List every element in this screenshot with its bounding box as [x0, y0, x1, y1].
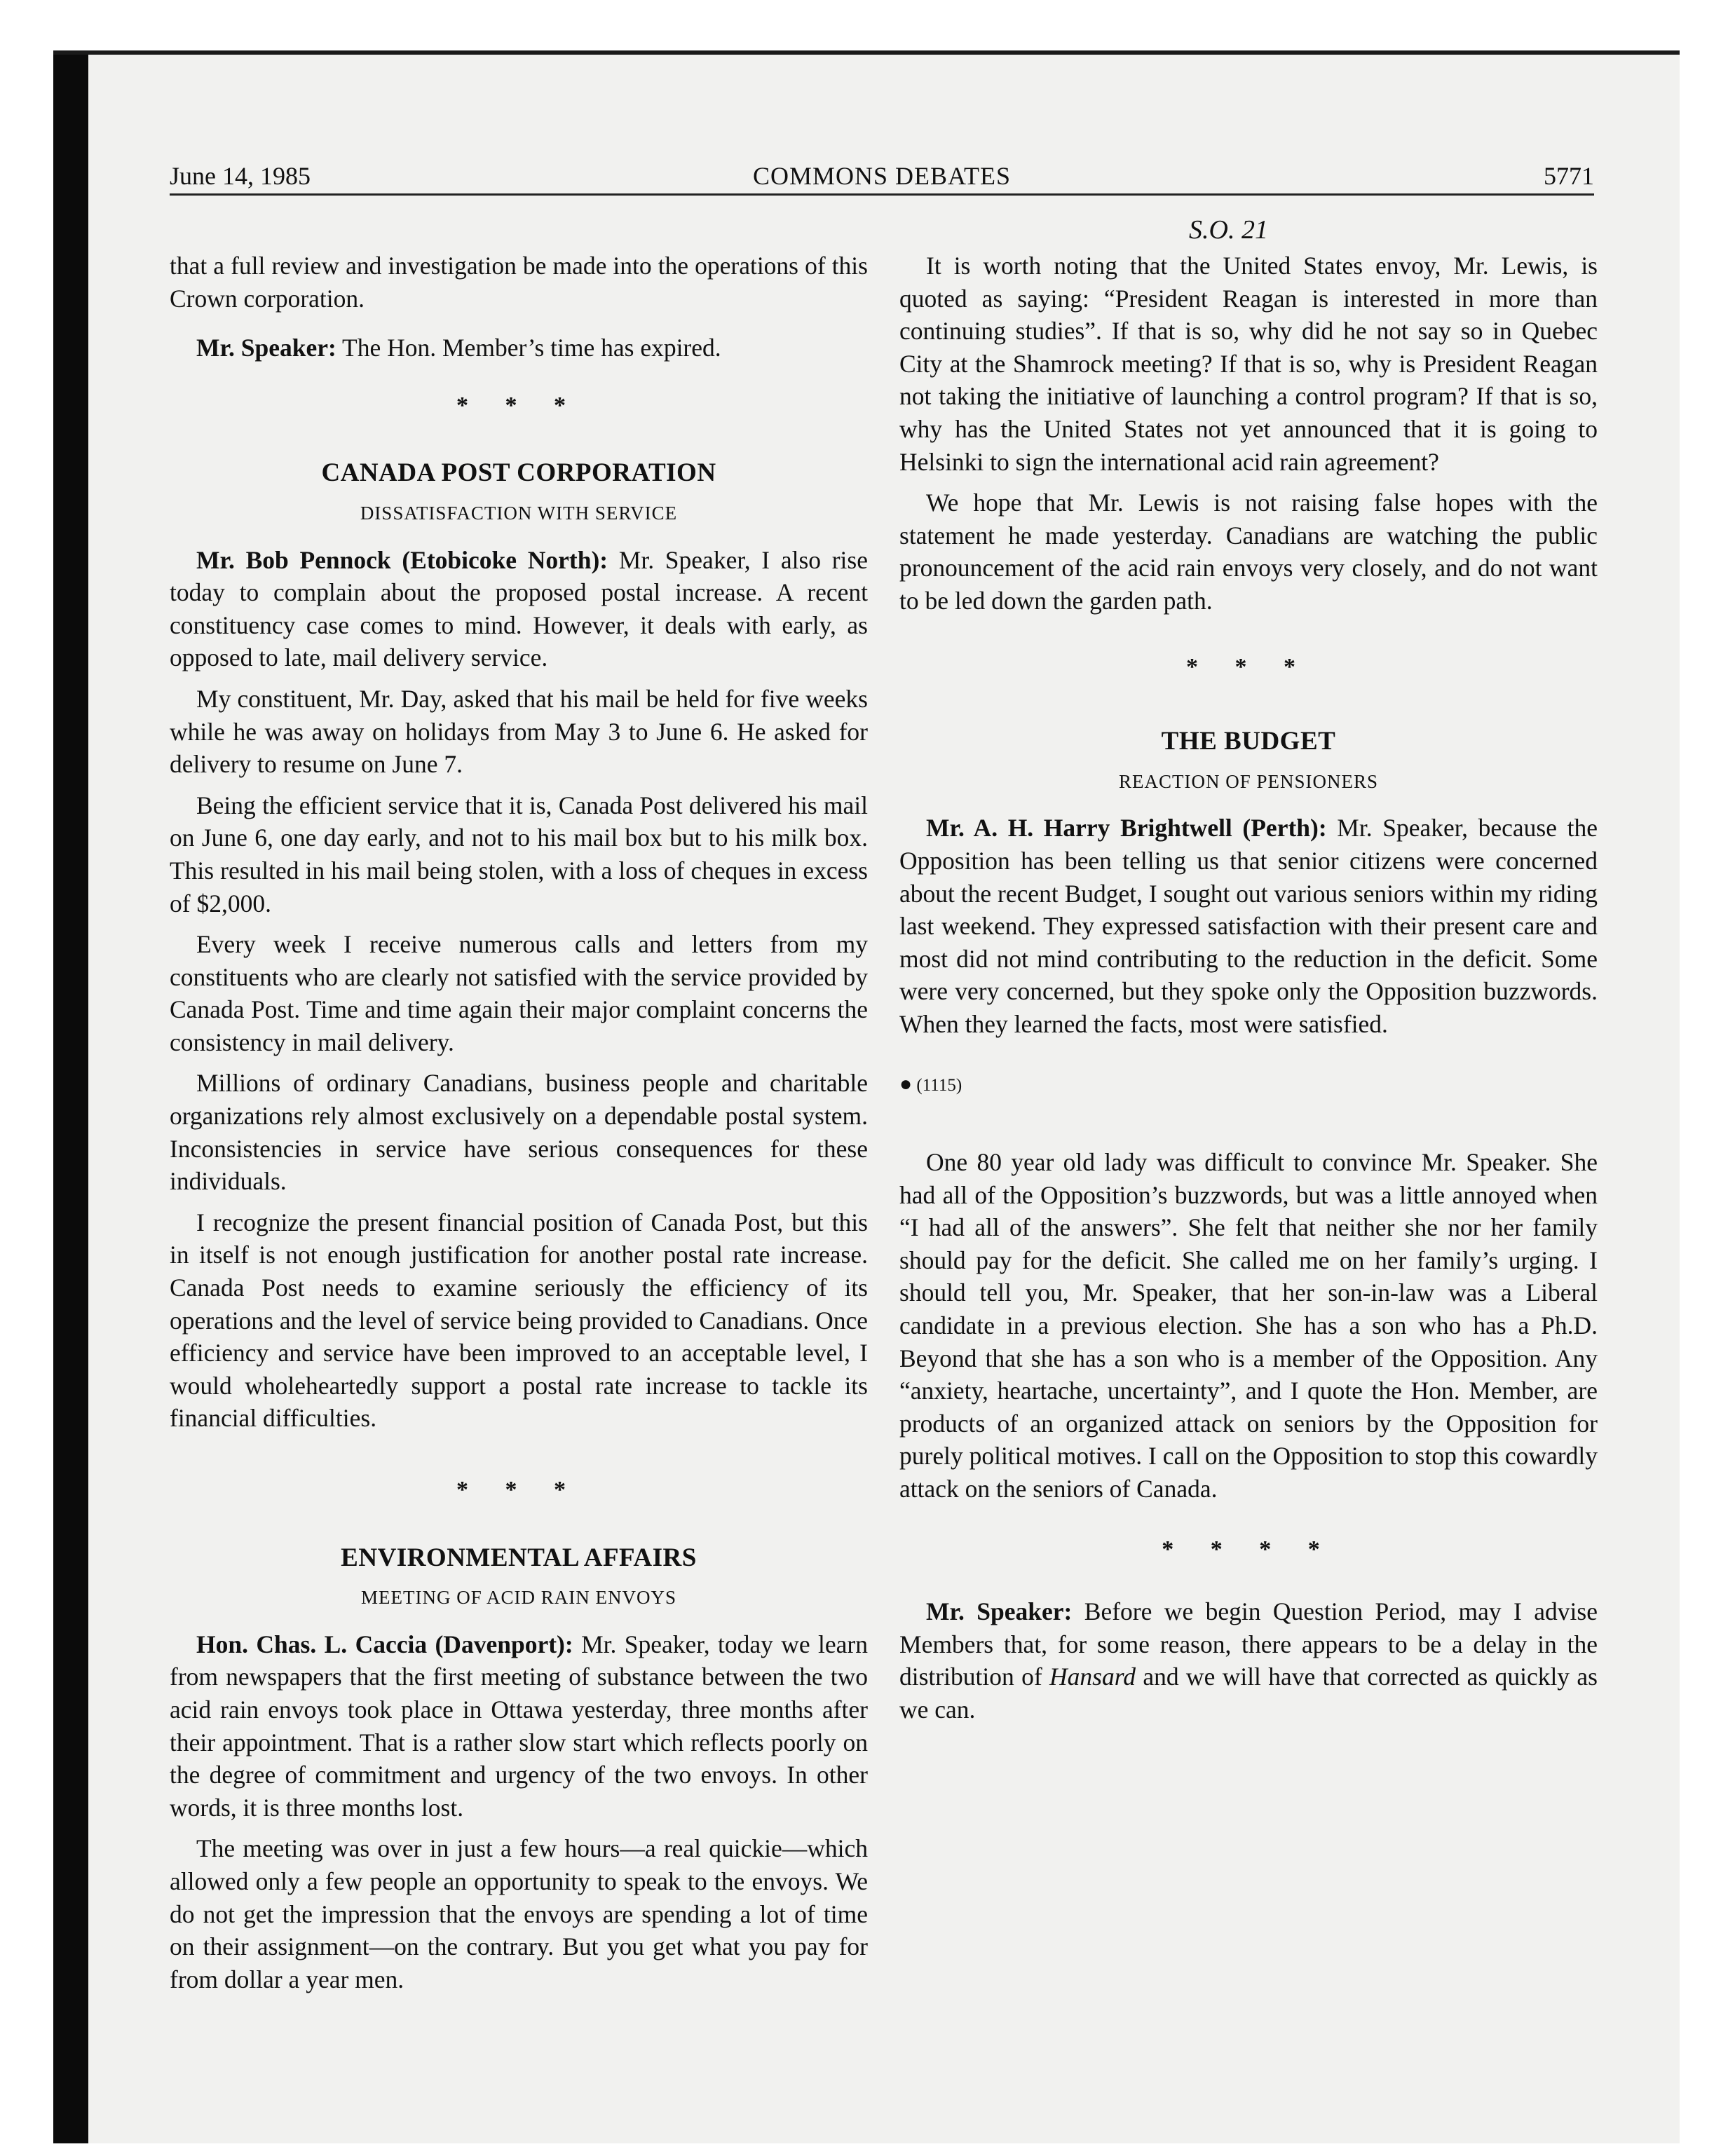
- speaker-text: Mr. Speaker, I also rise today to complain about the proposed postal increase. A recent constituency case comes to mind. However, it deals with early, as opposed to late, mail delivery service.: [170, 545, 868, 672]
- section-heading: ENVIRONMENTAL AFFAIRS: [341, 1543, 697, 1572]
- speaker-paragraph: [170, 1628, 868, 1824]
- speaker-name: Hon. Chas. L. Caccia (Davenport):: [196, 1630, 573, 1658]
- timestamp: (1115): [916, 1076, 962, 1096]
- speaker-name: Mr. Bob Pennock (Etobicoke North):: [196, 545, 608, 574]
- paragraph: We hope that Mr. Lewis is not raising false hopes with the statement he made yesterday. Canadians are watching the public pronouncement of the acid rain envoys very closely, and do not want to be led down the garden path.: [899, 489, 1598, 615]
- speaker-paragraph: [170, 332, 868, 364]
- page-header: [170, 161, 1594, 196]
- header-rule: [170, 193, 1594, 196]
- header-title: COMMONS DEBATES: [752, 162, 1012, 190]
- speaker-text: Mr. Speaker, today we learn from newspapers that the first meeting of substance between the two acid rain envoys took place in Ottawa yesterday, three months after their appointment. That is a rather slow start which reflects poorly on the degree of commitment and urgency of the two envoys. In other words, it is three months lost.: [170, 1630, 868, 1822]
- speaker-paragraph: [170, 544, 868, 674]
- speaker-text: The Hon. Member’s time has expired.: [336, 334, 721, 362]
- paragraph: that a full review and investigation be made into the operations of this Crown corporation.: [170, 252, 868, 313]
- speaker-paragraph: [899, 812, 1598, 1040]
- section-heading: THE BUDGET: [1161, 727, 1336, 756]
- section-heading: CANADA POST CORPORATION: [321, 458, 716, 488]
- paragraph: The meeting was over in just a few hours—a real quickie—which allowed only a few people an opportunity to speak to the envoys. We do not get the impression that the envoys are spending a lot of time on their assignment—on the contrary. But you get what you pay for from dollar a year men.: [170, 1834, 868, 1993]
- speaker-name: Mr. Speaker:: [926, 1597, 1073, 1626]
- section-subheading: DISSATISFACTION WITH SERVICE: [360, 502, 678, 524]
- right-column: [899, 250, 1598, 1735]
- paragraph: My constituent, Mr. Day, asked that his mail be held for five weeks while he was away on holidays from May 3 to June 6. He asked for delivery to resume on June 7.: [170, 684, 868, 779]
- speaker-text: Mr. Speaker, because the Opposition has been telling us that senior citizens were concerned about the recent Budget, I sought out various seniors within my riding last weekend. They expressed satisfaction with their present care and most did not mind contributing to the reduction in the deficit. Some were very concerned, but they spoke only the Opposition buzzwords. When they learned the facts, most were satisfied.: [899, 814, 1598, 1038]
- speaker-paragraph: [899, 1595, 1598, 1726]
- section-subheading: MEETING OF ACID RAIN ENVOYS: [361, 1587, 676, 1609]
- paragraph: Being the efficient service that it is, Canada Post delivered his mail on June 6, one day early, and not to his mail box but to his milk box. This resulted in his mail being stolen, with a loss of cheques in excess of $2,000.: [170, 791, 868, 917]
- scan-border: [53, 50, 88, 2143]
- section-divider: * * *: [456, 1477, 581, 1503]
- paragraph: I recognize the present financial position of Canada Post, but this in itself is not enough justification for another postal rate increase. Canada Post needs to examine seriously the efficiency of its operations and the level of service being provided to Canadians. Once efficiency and service have been improved to an acceptable level, I would wholeheartedly support a postal rate increase to tackle its financial difficulties.: [170, 1208, 868, 1433]
- bullet-icon: ●: [899, 1072, 913, 1096]
- left-column: [170, 250, 868, 2004]
- paragraph: One 80 year old lady was difficult to convince Mr. Speaker. She had all of the Opposition’s buzzwords, but was a little annoyed when “I had all of the answers”. She felt that neither she nor her family should pay for the deficit. She called me on her family’s urging. I should tell you, Mr. Speaker, that her son-in-law was a Liberal candidate in a previous election. She has a son who has a Ph.D. Beyond that she has a son who is a member of the Opposition. Any “anxiety, heartache, uncertainty”, and I quote the Hon. Member, are products of an organized attack on seniors by the Opposition for purely political motives. I call on the Opposition to stop this cowardly attack on the seniors of Canada.: [899, 1148, 1598, 1503]
- section-divider: * * *: [456, 392, 581, 418]
- section-divider: * * *: [1186, 653, 1311, 680]
- paragraph: It is worth noting that the United States envoy, Mr. Lewis, is quoted as saying: “President Reagan is interested in more than continuing studies”. If that is so, why did he not say so in Quebec City at the Shamrock meeting? If that is so, why is President Reagan not taking the initiative of launching a control program? If that is so, why has the United States not yet announced that it is going to Helsinki to sign the international acid rain agreement?: [899, 252, 1598, 476]
- paragraph: Millions of ordinary Canadians, business people and charitable organizations rely almost exclusively on a dependable postal system. Inconsistencies in service have serious consequences for these individuals.: [170, 1069, 868, 1196]
- paragraph: Every week I receive numerous calls and letters from my constituents who are clearly not satisfied with the service provided by Canada Post. Time and time again their major complaint concerns the consistency in mail delivery.: [170, 930, 868, 1056]
- header-date: June 14, 1985: [170, 162, 311, 190]
- header-page-number: 5771: [1544, 162, 1594, 190]
- speaker-text: Before we begin Question Period, may I advise Members that, for some reason, there appears to be a delay in the distribution of: [899, 1597, 1598, 1691]
- speaker-name: Mr. Speaker:: [196, 334, 336, 362]
- speaker-name: Mr. A. H. Harry Brightwell (Perth):: [926, 814, 1327, 842]
- section-subheading: REACTION OF PENSIONERS: [1118, 770, 1379, 792]
- speaker-text: and we will have that corrected as quickly as we can.: [899, 1663, 1598, 1724]
- timestamp-marker: [899, 1068, 1598, 1103]
- publication-title: Hansard: [1049, 1663, 1136, 1691]
- standing-order-note: S.O. 21: [1189, 215, 1268, 245]
- section-divider: * * * *: [1162, 1536, 1335, 1562]
